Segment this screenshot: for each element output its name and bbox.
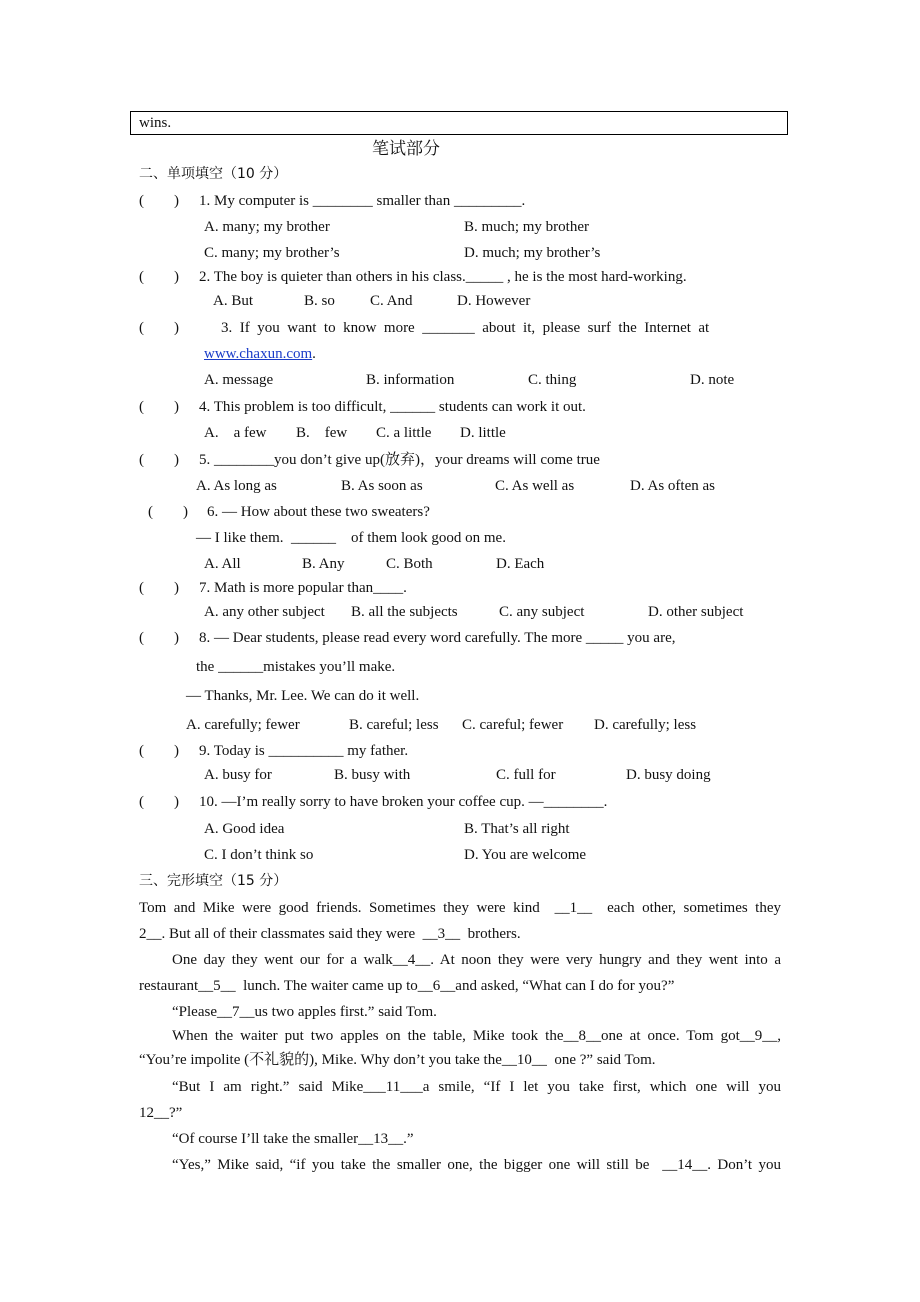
q9-stem: 9. Today is __________ my father. <box>199 743 409 759</box>
q6-option-d: D. Each <box>496 556 545 572</box>
answer-paren: ( ) <box>139 452 179 468</box>
answer-paren: ( ) <box>139 320 179 336</box>
q6-stem: 6. — How about these two sweaters? <box>207 504 430 520</box>
q8-option-c: C. careful; fewer <box>462 717 564 733</box>
q10-option-a: A. Good idea <box>204 821 285 837</box>
q2-option-c: C. And <box>370 293 413 309</box>
answer-paren: ( ) <box>139 399 179 415</box>
q3-option-c: C. thing <box>528 372 577 388</box>
q4-option-c: C. a little <box>376 425 432 441</box>
q7-stem: 7. Math is more popular than____. <box>199 580 407 596</box>
section3-heading: 三、完形填空（15 分） <box>139 873 288 889</box>
q9-option-c: C. full for <box>496 767 556 783</box>
q9-option-a: A. busy for <box>204 767 272 783</box>
q2-option-d: D. However <box>457 293 531 309</box>
q10-option-c: C. I don’t think so <box>204 847 314 863</box>
q9-option-d: D. busy doing <box>626 767 711 783</box>
q2-option-a: A. But <box>213 293 254 309</box>
q8-option-b: B. careful; less <box>349 717 439 733</box>
answer-paren: ( ) <box>139 580 179 596</box>
q1-option-a: A. many; my brother <box>204 219 330 235</box>
q10-option-b: B. That’s all right <box>464 821 570 837</box>
cloze-line: One day they went our for a walk__4__. At noon they were very hungry and they went into a <box>172 952 781 968</box>
cloze-line: “Yes,” Mike said, “if you take the smaller one, the bigger one will still be __14__. Don’t you <box>172 1157 781 1173</box>
q9-option-b: B. busy with <box>334 767 411 783</box>
q4-option-a: A. a few <box>204 425 267 441</box>
cloze-line: 2__. But all of their classmates said they were __3__ brothers. <box>139 926 521 942</box>
q7-option-a: A. any other subject <box>204 604 325 620</box>
q7-option-c: C. any subject <box>499 604 585 620</box>
q3-link-line <box>204 344 316 364</box>
q7-option-d: D. other subject <box>648 604 744 620</box>
cloze-line: “But I am right.” said Mike___11___a smile, “If I let you take first, which one will you <box>172 1079 781 1095</box>
q10-option-d: D. You are welcome <box>464 847 587 863</box>
q3-option-b: B. information <box>366 372 455 388</box>
q3-link[interactable]: www.chaxun.com <box>204 346 313 362</box>
q2-stem: 2. The boy is quieter than others in his class._____ , he is the most hard-working. <box>199 269 687 285</box>
answer-paren: ( ) <box>139 269 179 285</box>
q1-option-d: D. much; my brother’s <box>464 245 601 261</box>
cloze-line: 12__?” <box>139 1105 183 1121</box>
cloze-line: “Please__7__us two apples first.” said Tom. <box>172 1004 437 1020</box>
q10-stem: 10. —I’m really sorry to have broken your coffee cup. —________. <box>199 794 608 810</box>
q5-option-d: D. As often as <box>630 478 715 494</box>
q8-option-a: A. carefully; fewer <box>186 717 300 733</box>
answer-paren: ( ) <box>139 630 179 646</box>
q6-option-c: C. Both <box>386 556 433 572</box>
q5-option-a: A. As long as <box>196 478 277 494</box>
q1-option-b: B. much; my brother <box>464 219 589 235</box>
q6-reply: — I like them. ______ of them look good on me. <box>196 530 506 546</box>
q4-option-d: D. little <box>460 425 506 441</box>
answer-paren: ( ) <box>148 504 188 520</box>
q1-option-c: C. many; my brother’s <box>204 245 340 261</box>
q3-option-a: A. message <box>204 372 274 388</box>
q6-option-a: A. All <box>204 556 241 572</box>
top-box-text: wins. <box>139 115 172 131</box>
q5-option-c: C. As well as <box>495 478 575 494</box>
section2-heading: 二、单项填空（10 分） <box>139 166 288 182</box>
q3-stem: 3. If you want to know more _______ about it, please surf the Internet at <box>221 320 710 336</box>
q4-option-b: B. few <box>296 425 348 441</box>
q4-stem: 4. This problem is too difficult, ______ students can work it out. <box>199 399 586 415</box>
cloze-line: Tom and Mike were good friends. Sometimes they were kind __1__ each other, sometimes they <box>139 900 781 916</box>
answer-paren: ( ) <box>139 743 179 759</box>
q7-option-b: B. all the subjects <box>351 604 458 620</box>
q1-stem: 1. My computer is ________ smaller than _________. <box>199 193 526 209</box>
q2-option-b: B. so <box>304 293 335 309</box>
q3-option-d: D. note <box>690 372 735 388</box>
q8-line2: the ______mistakes you’ll make. <box>196 659 396 675</box>
answer-paren: ( ) <box>139 193 179 209</box>
q8-reply: — Thanks, Mr. Lee. We can do it well. <box>186 688 420 704</box>
answer-paren: ( ) <box>139 794 179 810</box>
q5-option-b: B. As soon as <box>341 478 423 494</box>
q5-stem: 5. ________you don’t give up(放弃)，your dreams will come true <box>199 452 600 468</box>
cloze-line: “You’re impolite (不礼貌的), Mike. Why don’t you take the__10__ one ?” said Tom. <box>139 1052 656 1068</box>
cloze-line: “Of course I’ll take the smaller__13__.” <box>172 1131 414 1147</box>
top-box <box>130 111 788 135</box>
q3-link-end: . <box>312 346 316 362</box>
q8-stem: 8. — Dear students, please read every word carefully. The more _____ you are, <box>199 630 676 646</box>
q8-option-d: D. carefully; less <box>594 717 697 733</box>
written-section-title: 笔试部分 <box>372 139 440 158</box>
q6-option-b: B. Any <box>302 556 345 572</box>
cloze-line: When the waiter put two apples on the table, Mike took the__8__one at once. Tom got__9__, <box>172 1028 781 1044</box>
cloze-line: restaurant__5__ lunch. The waiter came up to__6__and asked, “What can I do for you?” <box>139 978 675 994</box>
